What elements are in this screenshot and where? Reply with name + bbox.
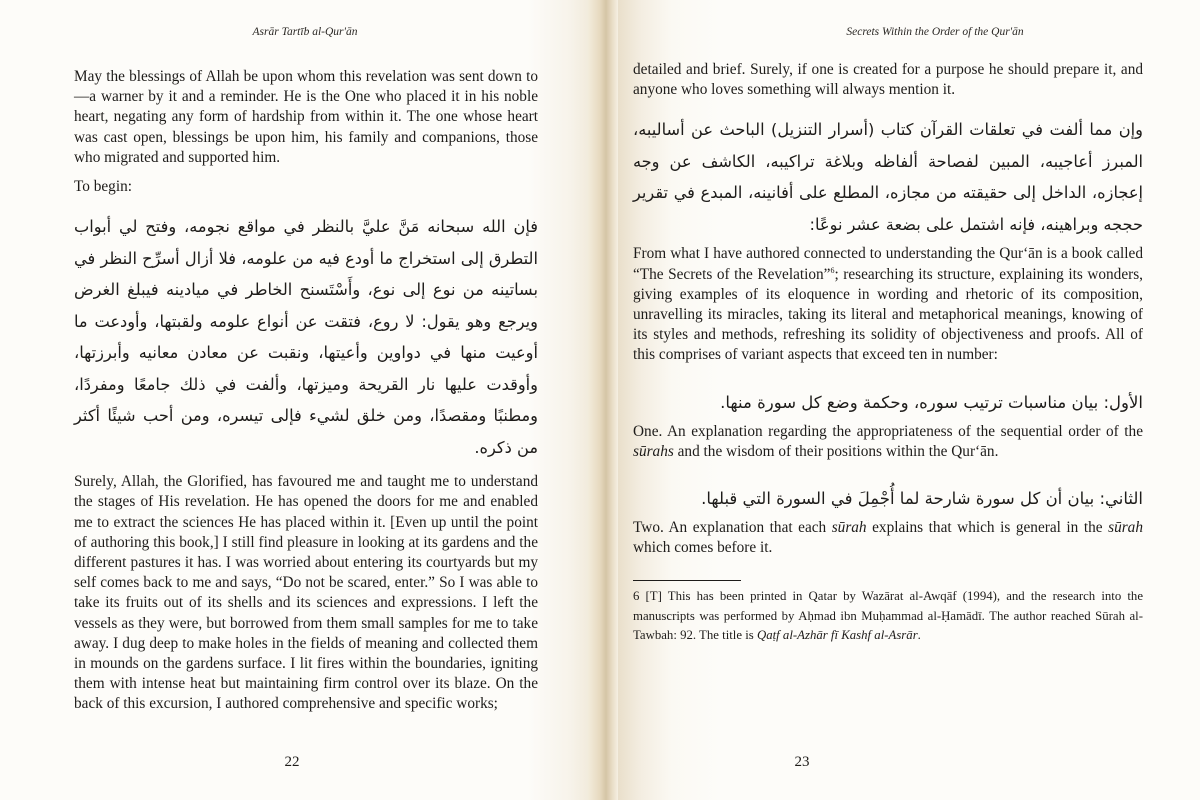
running-head-right: Secrets Within the Order of the Qur'ān [846,26,1024,38]
left-text-block [74,67,538,715]
item-two-translation: Two. An explanation that each sūrah explains that which is general in the sūrah which comes before it. [633,519,1143,557]
paragraph-to-begin: To begin: [74,178,132,196]
footnote-reference[interactable]: 6 [830,265,835,275]
item-one-translation: One. An explanation regarding the appropriateness of the sequential order of the sūrahs and the wisdom of their positions within the Qur‘ān. [633,422,1143,460]
paragraph-blessings: May the blessings of Allah be upon whom this revelation was sent down to—a warner by it and a reminder. He is the One who placed it in his noble heart, negating any form of hardship from within it. The one whose heart was cast open, blessings be upon him, his family and companions, those who migrated and supported him. [74,68,538,166]
running-head-left: Asrār Tartīb al-Qur'ān [252,26,358,38]
arabic-paragraph-left: فإن الله سبحانه مَنَّ عليَّ بالنظر في مواقع نجومه، وفتح لي أبواب التطرق إلى استخراج ما أودع فيه من علومه، فلا أزال أسرِّح النظر في بساتينه من نوع إلى نوع، وأَسْتَسنح الخاطر في ميادينه فيبلغ الغرض ويرجع وهو يقول: لا روع، فتقت عن أنواع علومه ولقبتها، وأودعت ما أوعيت منها في دواوين وأعيتها، ونقبت عن معادن معانيه وأبرزتها، وأوقدت عليها نار القريحة وميزتها، وألفت في ذلك جامعًا ومفردًا، ومطنبًا ومقصدًا، ومن خلق لشيء فإلى تيسره، ومن أحب شيئًا أكثر من ذكره. [74,217,538,457]
right-page [600,0,1200,800]
paragraph-translation-left: Surely, Allah, the Glorified, has favoured me and taught me to understand the stages of His revelation. He has opened the doors for me and enabled me to extract the sciences He has placed within it. [Even up until the point of authoring this book,] I still find pleasure in looking at its gardens and the different pastures it has. I was worried about entering its courtyards but my self comes back to me and says, “Do not be scared, enter.” So I was able to take its fruits out of its shells and its sciences and expressions. I left the vessels as they were, but borrowed from them small samples for me to take away. I dug deep to make holes in the fields of meaning and collected them in mounds on the gardens surface. I lit fires within the boundaries, igniting them with intense heat but maintaining firm control over its blaze. On the back of this excursion, I authored comprehensive and specific works; [74,473,538,713]
paragraph-authored-works: From what I have authored connected to understanding the Qur‘ān is a book called “The Secrets of the Revelation”$^6$; researching its structure, explaining its wonders, giving examples of its eloquence in wording and rhetoric of its composition, unravelling its miracles, taking its literal and metaphorical meanings, knowing of its styles and methods, refreshing its solidity of objectiveness and proofs. All of this comprises of variant aspects that exceed ten in number: [633,245,1143,364]
right-text-block [633,60,1143,646]
footnote-divider [633,580,741,581]
page-number-left: 22 [284,754,300,770]
book-gutter [588,0,618,800]
page-number-right: 23 [794,754,810,770]
arabic-paragraph-right: وإن مما ألفت في تعلقات القرآن كتاب (أسرار التنزيل) الباحث عن أساليبه، المبرز أعاجيبه، المبين لفصاحة ألفاظه وبلاغة تراكيبه، الكاشف عن وجه إعجازه، الداخل إلى حقيقته من مجازه، المطلع على أفانينه، المبدع في تقرير حججه وبراهينه، فإنه اشتمل على بضعة عشر نوعًا: [633,120,1143,234]
footnote-6: 6 [T] This has been printed in Qatar by Wazārat al-Awqāf (1994), and the research into the manuscripts was performed by Aḥmad ibn Muḥammad al-Ḥamādī. The author reached Sūrah al-Tawbah: 92. The title is Qaṭf al-Azhār fī Kashf al-Asrār. [633,589,1143,643]
paragraph-continuation: detailed and brief. Surely, if one is created for a purpose he should prepare it, and anyone who loves something will always mention it. [633,61,1143,99]
arabic-item-two: الثاني: بيان أن كل سورة شارحة لما أُجْمِلَ في السورة التي قبلها. [701,489,1143,509]
arabic-item-one: الأول: بيان مناسبات ترتيب سوره، وحكمة وضع كل سورة منها. [720,392,1143,412]
